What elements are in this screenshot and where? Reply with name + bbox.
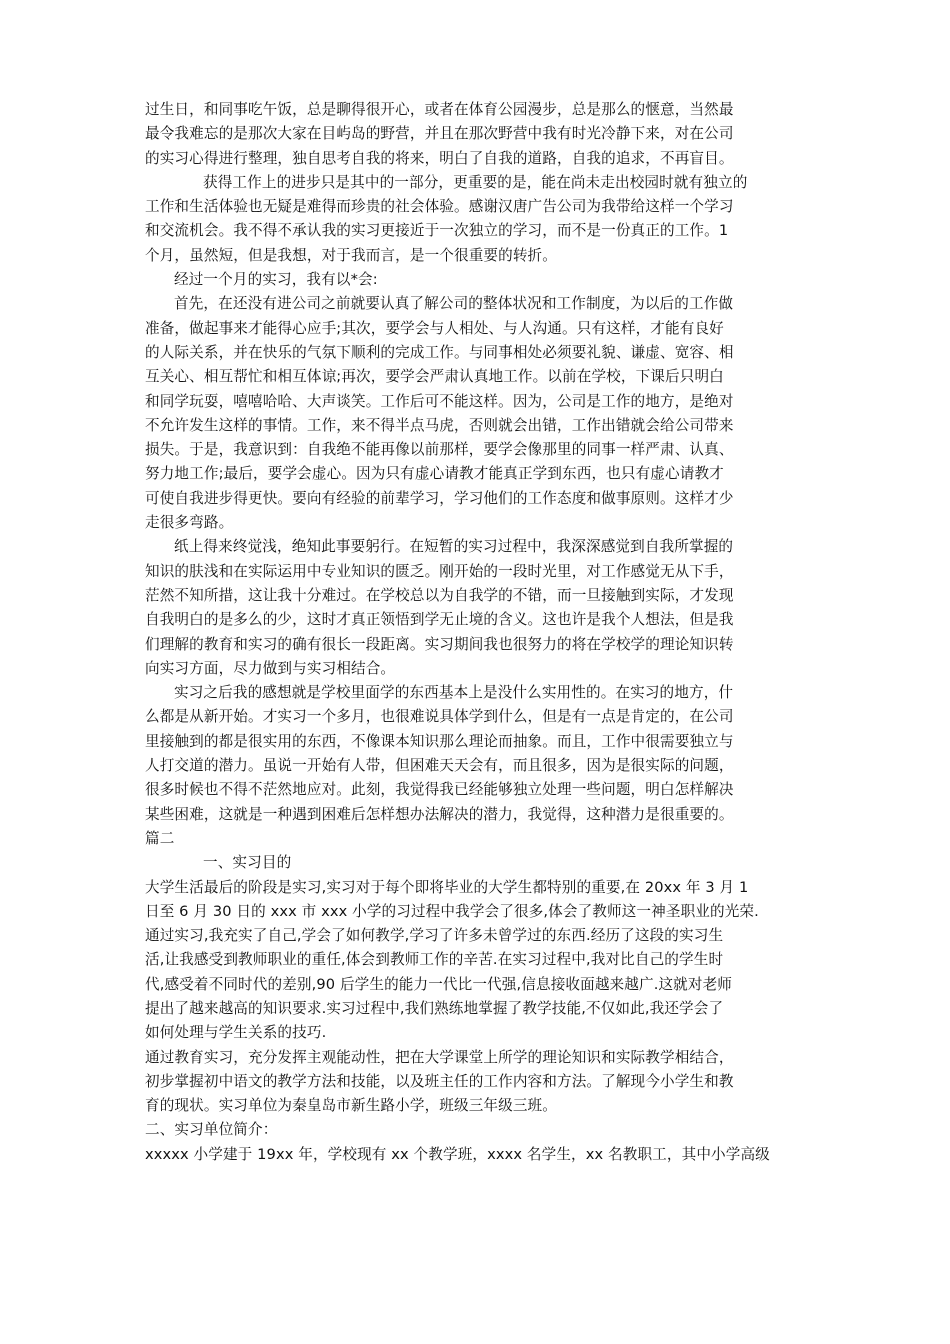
- text-line: 某些困难，这就是一种遇到困难后怎样想办法解决的潜力，我觉得，这种潜力是很重要的。: [145, 805, 734, 823]
- text-line: 工作和生活体验也无疑是难得而珍贵的社会体验。感谢汉唐广告公司为我带给这样一个学习: [145, 198, 734, 216]
- text-line: 么都是从新开始。才实习一个多月，也很难说具体学到什么，但是有一点是肯定的，在公司: [145, 708, 734, 726]
- text-line: 准备，做起事来才能得心应手;其次，要学会与人相处、与人沟通。只有这样，才能有良好: [145, 319, 724, 337]
- text-line: 不允许发生这样的事情。工作，来不得半点马虎，否则就会出错，工作出错就会给公司带来: [145, 416, 734, 434]
- text-line: 代,感受着不同时代的差别,90 后学生的能力一代比一代强,信息接收面越来越广.这就对老师: [145, 975, 733, 993]
- text-line: 互关心、相互帮忙和相互体谅;再次，要学会严肃认真地工作。以前在学校，下课后只明白: [145, 368, 724, 386]
- text-line: 如何处理与学生关系的技巧.: [145, 1024, 327, 1042]
- text-line: 活,让我感受到教师职业的重任,体会到教师工作的辛苦.在实习过程中,我对比自己的学生时: [145, 951, 724, 969]
- text-line: 可使自我进步得更快。要向有经验的前辈学习，学习他们的工作态度和做事原则。这样才少: [145, 489, 734, 507]
- text-line: 里接触到的都是很实用的东西，不像课本知识那么理论而抽象。而且，工作中很需要独立与: [145, 732, 734, 750]
- text-line: 实习之后我的感想就是学校里面学的东西基本上是没什么实用性的。在实习的地方，什: [174, 684, 734, 702]
- text-line: 的实习心得进行整理，独自思考自我的将来，明白了自我的道路，自我的追求，不再盲目。: [145, 149, 734, 167]
- text-line: 首先，在还没有进公司之前就要认真了解公司的整体状况和工作制度，为以后的工作做: [174, 295, 734, 313]
- text-line: 篇二: [145, 829, 175, 847]
- text-line: 的人际关系，并在快乐的气氛下顺利的完成工作。与同事相处必须要礼貌、谦虚、宽容、相: [145, 343, 734, 361]
- text-line: 育的现状。实习单位为秦皇岛市新生路小学，班级三年级三班。: [145, 1097, 557, 1115]
- text-line: 一、实习目的: [203, 854, 292, 872]
- text-line: 人打交道的潜力。虽说一开始有人带，但困难天天会有，而且很多，因为是很实际的问题，: [145, 757, 734, 775]
- text-line: 纸上得来终觉浅，绝知此事要躬行。在短暂的实习过程中，我深深感觉到自我所掌握的: [174, 538, 734, 556]
- text-line: 经过一个月的实习，我有以*会:: [174, 271, 378, 289]
- text-line: 二、实习单位简介：: [145, 1121, 278, 1139]
- text-line: 茫然不知所措，这让我十分难过。在学校总以为自我学的不错，而一旦接触到实际，才发现: [145, 586, 734, 604]
- text-line: 努力地工作;最后，要学会虚心。因为只有虚心请教才能真正学到东西，也只有虚心请教才: [145, 465, 724, 483]
- text-line: 过生日，和同事吃午饭，总是聊得很开心，或者在体育公园漫步，总是那么的惬意，当然最: [145, 101, 734, 118]
- text-line: 初步掌握初中语文的教学方法和技能，以及班主任的工作内容和方法。了解现今小学生和教: [145, 1072, 734, 1090]
- text-line: 大学生活最后的阶段是实习,实习对于每个即将毕业的大学生都特别的重要,在 20xx 年 3 月 1: [145, 878, 749, 896]
- text-line: 最令我难忘的是那次大家在目屿岛的野营，并且在那次野营中我有时光冷静下来，对在公司: [145, 125, 734, 143]
- text-line: 获得工作上的进步只是其中的一部分，更重要的是，能在尚未走出校园时就有独立的: [203, 173, 748, 191]
- text-line: 知识的肤浅和在实际运用中专业知识的匮乏。刚开始的一段时光里，对工作感觉无从下手，: [145, 562, 734, 580]
- text-line: 通过实习,我充实了自己,学会了如何教学,学习了许多未曾学过的东西.经历了这段的实习生: [145, 927, 724, 945]
- text-line: 提出了越来越高的知识要求.实习过程中,我们熟练地掌握了教学技能,不仅如此,我还学会了: [145, 999, 724, 1017]
- text-line: 走很多弯路。: [145, 514, 234, 532]
- text-line: 们理解的教育和实习的确有很长一段距离。实习期间我也很努力的将在学校学的理论知识转: [145, 635, 734, 653]
- text-line: 和同学玩耍，嘻嘻哈哈、大声谈笑。工作后可不能这样。因为，公司是工作的地方，是绝对: [145, 392, 734, 410]
- text-line: 个月，虽然短，但是我想，对于我而言，是一个很重要的转折。: [145, 246, 557, 264]
- text-line: 向实习方面，尽力做到与实习相结合。: [145, 659, 396, 677]
- text-line: 损失。于是，我意识到：自我绝不能再像以前那样，要学会像那里的同事一样严肃、认真、: [145, 441, 734, 459]
- text-line: 和交流机会。我不得不承认我的实习更接近于一次独立的学习，而不是一份真正的工作。1: [145, 222, 729, 240]
- text-line: xxxxx 小学建于 19xx 年，学校现有 xx 个教学班，xxxx 名学生，xx 名教职工，其中小学高级: [145, 1145, 770, 1163]
- text-line: 日至 6 月 30 日的 xxx 市 xxx 小学的习过程中我学会了很多,体会了教师这一神圣职业的光荣.: [145, 902, 759, 920]
- text-line: 自我明白的是多么的少，这时才真正领悟到学无止境的含义。这也许是我个人想法，但是我: [145, 611, 734, 629]
- document-body: [145, 98, 813, 1167]
- text-line: 通过教育实习，充分发挥主观能动性，把在大学课堂上所学的理论知识和实际教学相结合，: [145, 1048, 734, 1066]
- text-line: 很多时候也不得不茫然地应对。此刻，我觉得我已经能够独立处理一些问题，明白怎样解决: [145, 781, 734, 799]
